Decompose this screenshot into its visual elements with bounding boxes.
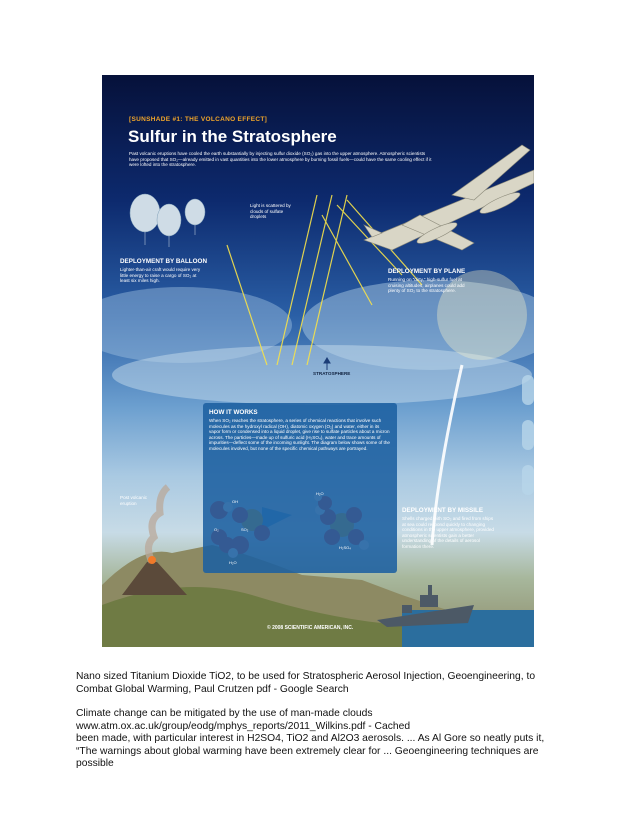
snippet-body: been made, with particular interest in H2SO4, TiO2 and Al2O3 aerosols. ... As Al Gore so neatly puts it, “The warnings about global warming have been extremely clear for ... Geoengineering techniques are possible [76, 733, 545, 769]
snippet-url[interactable]: www.atm.ox.ac.uk/group/eodg/mphys_reports/2011_Wilkins.pdf - Cached [76, 720, 411, 732]
balloons [130, 194, 205, 247]
caption [76, 671, 566, 771]
lava-glow [148, 556, 156, 564]
label-o2: O₂ [214, 527, 219, 532]
balloon-heading: DEPLOYMENT BY BALLOON [120, 258, 207, 265]
label-oh: OH [232, 499, 238, 504]
label-so2: SO₂ [241, 527, 249, 532]
balloon-text: Lighter-than-air craft would require very little energy to raise a cargo of SO₂ at least six miles high. [120, 267, 201, 284]
caption-title: Nano sized Titanium Dioxide TiO2, to be used for Stratospheric Aerosol Injection, Geoengineering, to Combat Global Warming, Paul Crutzen pdf - Google Search [76, 671, 536, 695]
label-h2o-right: H₂O [316, 491, 324, 496]
figure-title: Sulfur in the Stratosphere [128, 127, 337, 146]
plane-heading: DEPLOYMENT BY PLANE [388, 268, 466, 275]
volcano-label: Post volcanic eruption [120, 495, 148, 506]
scatter-note: Light is scattered by clouds of sulfate droplets [250, 203, 291, 220]
plane-text: Running on “dirty,” high-sulfur fuel at cruising altitudes, airplanes could add plenty of SO₂ to the stratosphere. [388, 277, 465, 294]
missile-text: Shells charged with SO₂ and fired from ships at sea could respond quickly to changing conditions in the upper atmosphere, provided atmospheric scientists gain a better understanding of the details of aerosol formation there. [402, 516, 494, 549]
snippet-heading: Climate change can be mitigated by the use of man-made clouds [76, 708, 373, 719]
edge-capsules [522, 375, 534, 495]
stratosphere-label: STRATOSPHERE [313, 371, 351, 376]
how-text: When SO₂ reaches the stratosphere, a series of chemical reactions that involve such molecules as the hydroxyl radical (OH), diatomic oxygen (O₂) and water, either in its vapor form or condensed into a liquid droplet, give rise to sulfate particles about a micron across. The particles—made up of sulfuric acid (H₂SO₄), water and trace amounts of impurities—deflect some of the incoming sunlight. The diagram below shows some of the molecules involved, but none of the specific chemical pathways are portrayed. [209, 418, 390, 451]
how-heading: HOW IT WORKS [209, 409, 258, 416]
copyright: © 2008 SCIENTIFIC AMERICAN, INC. [267, 625, 354, 631]
missile-heading: DEPLOYMENT BY MISSILE [402, 507, 484, 514]
kicker: [SUNSHADE #1: THE VOLCANO EFFECT] [129, 116, 268, 123]
label-h2so4: H₂SO₄ [339, 545, 351, 550]
label-h2o-left: H₂O [229, 560, 237, 565]
caption-snippet [76, 708, 566, 771]
infographic-figure [102, 75, 534, 647]
how-it-works-panel [203, 403, 397, 573]
intro-text: Past volcanic eruptions have cooled the earth substantially by injecting sulfur dioxide (SO₂) gas into the upper atmosphere. Atmospheric scientists have proposed that SO₂—already emitted in vast quantities into the lower atmosphere by burning fossil fuels—could have the same cooling effect if it were lofted into the stratosphere. [129, 151, 432, 168]
